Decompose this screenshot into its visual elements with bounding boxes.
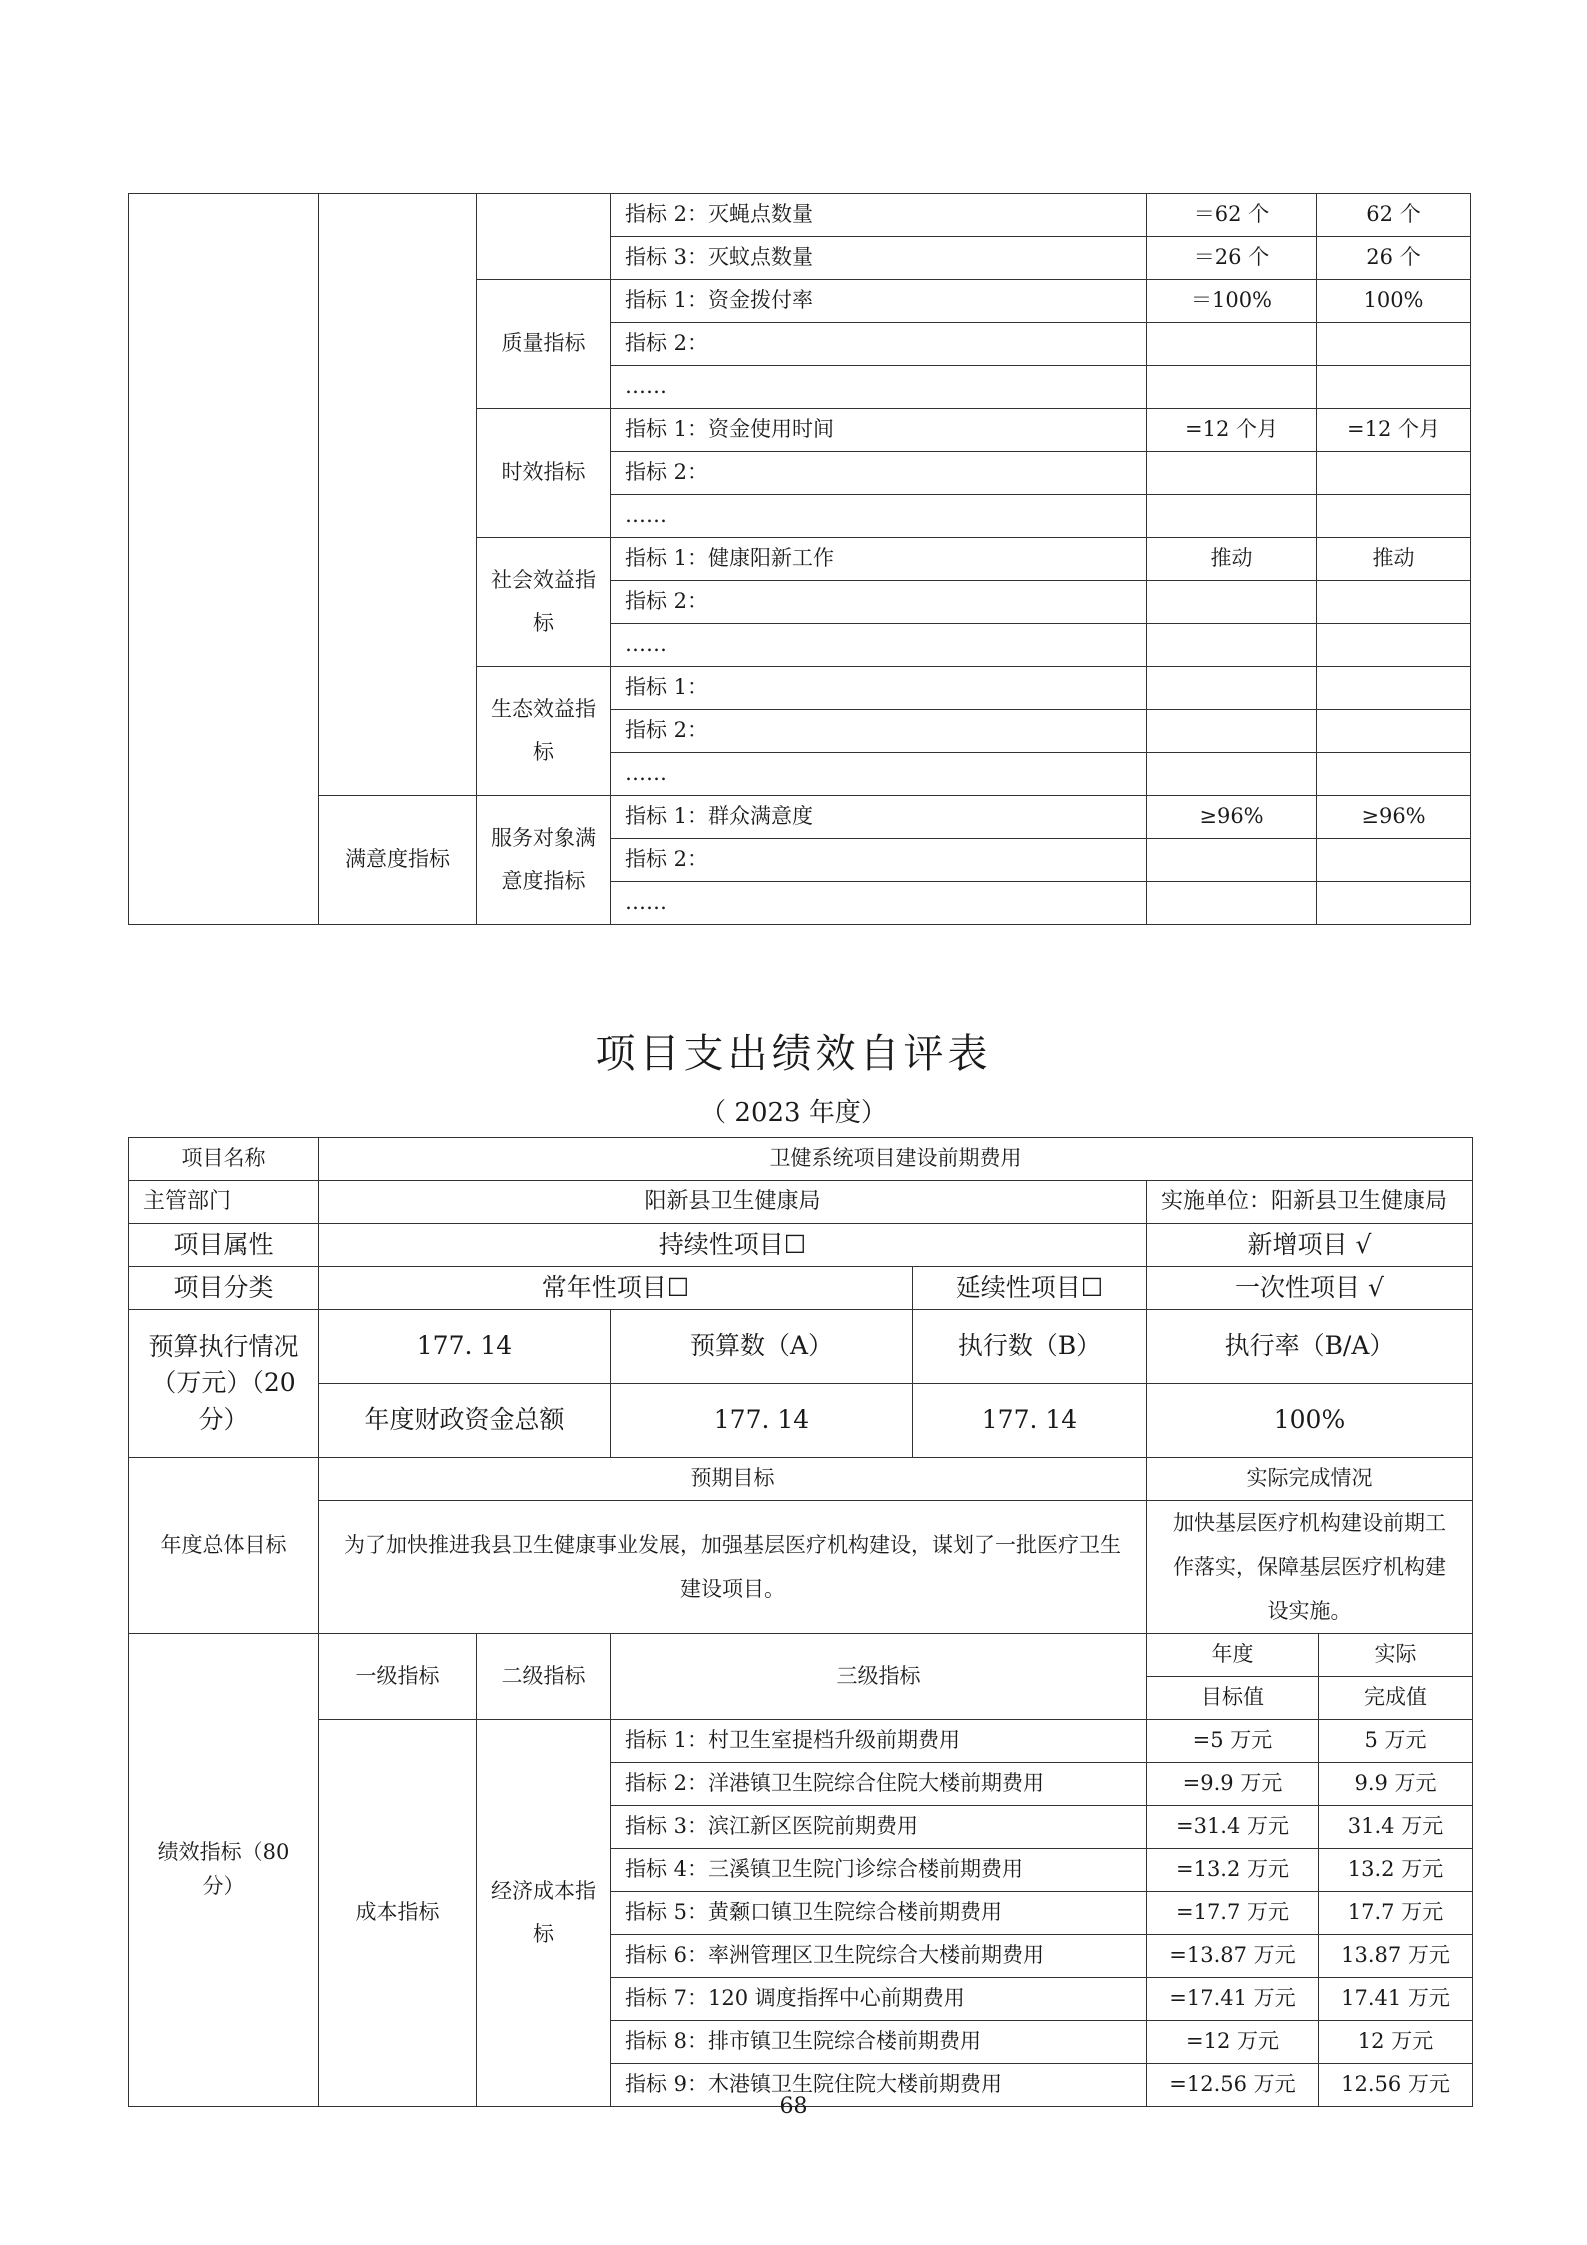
table-row	[129, 1181, 1473, 1224]
indicator-actual: 17.7 万元	[1319, 1892, 1473, 1935]
satisfaction-indicator-label: 满意度指标	[319, 796, 477, 925]
budget-value: 177. 14	[319, 1310, 611, 1384]
indicator-name: 指标 1：群众满意度	[611, 796, 1147, 839]
annual-goal-label: 年度总体目标	[129, 1458, 319, 1634]
category-label: 项目分类	[129, 1267, 319, 1310]
indicator-target	[1147, 882, 1317, 925]
indicator-actual: =12 个月	[1317, 409, 1471, 452]
dept-value: 阳新县卫生健康局	[319, 1181, 1147, 1224]
indicator-actual: 12 万元	[1319, 2021, 1473, 2064]
indicator-actual: 26 个	[1317, 237, 1471, 280]
indicator-name: 指标 1：村卫生室提档升级前期费用	[611, 1720, 1147, 1763]
indicator-target: =17.41 万元	[1147, 1978, 1319, 2021]
indicator-actual	[1317, 366, 1471, 409]
expected-goal-label: 预期目标	[319, 1458, 1147, 1501]
table-row	[129, 1634, 1473, 1677]
level2-header: 二级指标	[477, 1634, 611, 1720]
level3-header: 三级指标	[611, 1634, 1147, 1720]
indicator-target: ≥96%	[1147, 796, 1317, 839]
indicator-target	[1147, 753, 1317, 796]
attr-ongoing: 持续性项目☐	[319, 1224, 1147, 1267]
indicator-target: =12 万元	[1147, 2021, 1319, 2064]
indicator-actual: 17.41 万元	[1319, 1978, 1473, 2021]
table-row	[129, 1501, 1473, 1634]
impl-unit: 实施单位：阳新县卫生健康局	[1147, 1181, 1473, 1224]
performance-indicator-label: 绩效指标（80 分）	[129, 1634, 319, 2107]
actual-done-header: 实际	[1319, 1634, 1473, 1677]
cat-continued: 延续性项目☐	[913, 1267, 1147, 1310]
indicator-name: 指标 1：	[611, 667, 1147, 710]
budget-a-label: 预算数（A）	[611, 1310, 913, 1384]
indicator-target: =13.87 万元	[1147, 1935, 1319, 1978]
indicator-target	[1147, 839, 1317, 882]
attr-new: 新增项目 √	[1147, 1224, 1473, 1267]
project-name: 卫健系统项目建设前期费用	[319, 1138, 1473, 1181]
indicator-target: =9.9 万元	[1147, 1763, 1319, 1806]
table-row	[129, 1458, 1473, 1501]
rate-value: 100%	[1147, 1384, 1473, 1458]
indicator-target	[1147, 581, 1317, 624]
indicator-target: ＝62 个	[1147, 194, 1317, 237]
indicator-actual	[1317, 495, 1471, 538]
indicator-name: 指标 1：资金拨付率	[611, 280, 1147, 323]
indicator-target	[1147, 624, 1317, 667]
page-subtitle: （ 2023 年度）	[700, 1098, 887, 1128]
ecological-benefit-indicator-label: 生态效益指标	[477, 667, 611, 796]
indicator-name: 指标 1：资金使用时间	[611, 409, 1147, 452]
indicator-target: =5 万元	[1147, 1720, 1319, 1763]
exec-b-label: 执行数（B）	[913, 1310, 1147, 1384]
indicator-name: 指标 2：	[611, 710, 1147, 753]
cat-regular: 常年性项目☐	[319, 1267, 913, 1310]
table-row	[129, 1310, 1473, 1384]
indicator-actual	[1317, 710, 1471, 753]
indicator-target: =31.4 万元	[1147, 1806, 1319, 1849]
exec-b: 177. 14	[913, 1384, 1147, 1458]
dept-label: 主管部门	[129, 1181, 319, 1224]
indicator-name: ……	[611, 624, 1147, 667]
indicator-actual	[1317, 624, 1471, 667]
indicator-actual: 13.2 万元	[1319, 1849, 1473, 1892]
annual-target-header: 年度	[1147, 1634, 1319, 1677]
indicator-actual	[1317, 753, 1471, 796]
page-number: 68	[779, 2094, 808, 2119]
rate-label: 执行率（B/A）	[1147, 1310, 1473, 1384]
indicator-actual	[1317, 452, 1471, 495]
empty-cell	[319, 194, 477, 796]
indicator-actual: 31.4 万元	[1319, 1806, 1473, 1849]
indicator-actual: 62 个	[1317, 194, 1471, 237]
indicator-name: 指标 2：	[611, 323, 1147, 366]
indicator-name: 指标 3：灭蚊点数量	[611, 237, 1147, 280]
indicator-target: =12.56 万元	[1147, 2064, 1319, 2107]
indicator-name: ……	[611, 882, 1147, 925]
indicator-name: 指标 2：	[611, 839, 1147, 882]
indicator-name: 指标 7：120 调度指挥中心前期费用	[611, 1978, 1147, 2021]
table-row	[129, 194, 1471, 237]
table-row	[129, 1224, 1473, 1267]
economic-cost-indicator-label: 经济成本指标	[477, 1720, 611, 2107]
indicator-actual	[1317, 839, 1471, 882]
annual-total-label: 年度财政资金总额	[319, 1384, 611, 1458]
empty-cell	[129, 194, 319, 925]
indicator-name: 指标 3：滨江新区医院前期费用	[611, 1806, 1147, 1849]
indicator-name: 指标 8：排市镇卫生院综合楼前期费用	[611, 2021, 1147, 2064]
expected-goal-text: 为了加快推进我县卫生健康事业发展，加强基层医疗机构建设，谋划了一批医疗卫生建设项目。	[319, 1501, 1147, 1634]
cost-indicator-label: 成本指标	[319, 1720, 477, 2107]
annual-target-header-2: 目标值	[1147, 1677, 1319, 1720]
empty-cell	[477, 194, 611, 280]
indicator-name: 指标 2：	[611, 452, 1147, 495]
attr-label: 项目属性	[129, 1224, 319, 1267]
table-row	[129, 1384, 1473, 1458]
indicator-name: 指标 4：三溪镇卫生院门诊综合楼前期费用	[611, 1849, 1147, 1892]
indicator-name: ……	[611, 366, 1147, 409]
actual-completion-label: 实际完成情况	[1147, 1458, 1473, 1501]
indicator-target: 推动	[1147, 538, 1317, 581]
indicator-target: =12 个月	[1147, 409, 1317, 452]
indicator-target: =17.7 万元	[1147, 1892, 1319, 1935]
indicator-actual	[1317, 581, 1471, 624]
page-title: 项目支出绩效自评表	[595, 1031, 992, 1077]
indicator-target	[1147, 495, 1317, 538]
indicator-target: ＝26 个	[1147, 237, 1317, 280]
indicator-actual: 推动	[1317, 538, 1471, 581]
indicator-name: 指标 6：率洲管理区卫生院综合大楼前期费用	[611, 1935, 1147, 1978]
indicator-name: 指标 2：灭蝇点数量	[611, 194, 1147, 237]
actual-done-header-2: 完成值	[1319, 1677, 1473, 1720]
indicator-target	[1147, 366, 1317, 409]
indicator-target	[1147, 710, 1317, 753]
performance-self-evaluation-table	[128, 1137, 1473, 2107]
indicator-name: 指标 5：黄颡口镇卫生院综合楼前期费用	[611, 1892, 1147, 1935]
indicator-actual: 12.56 万元	[1319, 2064, 1473, 2107]
table-row	[129, 1267, 1473, 1310]
indicator-actual	[1317, 882, 1471, 925]
indicator-name: 指标 1：健康阳新工作	[611, 538, 1147, 581]
indicator-actual: 9.9 万元	[1319, 1763, 1473, 1806]
social-benefit-indicator-label: 社会效益指标	[477, 538, 611, 667]
indicator-name: 指标 2：	[611, 581, 1147, 624]
indicator-actual: ≥96%	[1317, 796, 1471, 839]
table-row	[129, 1720, 1473, 1763]
indicator-name: 指标 2：洋港镇卫生院综合住院大楼前期费用	[611, 1763, 1147, 1806]
indicator-actual: 5 万元	[1319, 1720, 1473, 1763]
indicator-target	[1147, 323, 1317, 366]
table-row	[129, 1138, 1473, 1181]
indicator-name: 指标 9：木港镇卫生院住院大楼前期费用	[611, 2064, 1147, 2107]
budget-label: 预算执行情况（万元）（20 分）	[129, 1310, 319, 1458]
indicator-name: ……	[611, 753, 1147, 796]
table-row	[129, 796, 1471, 839]
indicator-actual: 13.87 万元	[1319, 1935, 1473, 1978]
level1-header: 一级指标	[319, 1634, 477, 1720]
indicator-actual: 100%	[1317, 280, 1471, 323]
timeliness-indicator-label: 时效指标	[477, 409, 611, 538]
indicator-actual	[1317, 323, 1471, 366]
quality-indicator-label: 质量指标	[477, 280, 611, 409]
project-name-label: 项目名称	[129, 1138, 319, 1181]
indicator-target: ＝100%	[1147, 280, 1317, 323]
budget-a: 177. 14	[611, 1384, 913, 1458]
indicator-target: =13.2 万元	[1147, 1849, 1319, 1892]
indicator-target	[1147, 452, 1317, 495]
actual-completion-text: 加快基层医疗机构建设前期工作落实，保障基层医疗机构建设实施。	[1147, 1501, 1473, 1634]
indicator-name: ……	[611, 495, 1147, 538]
indicator-actual	[1317, 667, 1471, 710]
cat-onetime: 一次性项目 √	[1147, 1267, 1473, 1310]
indicator-target	[1147, 667, 1317, 710]
indicator-table-continued	[128, 193, 1471, 925]
service-satisfaction-label: 服务对象满意度指标	[477, 796, 611, 925]
